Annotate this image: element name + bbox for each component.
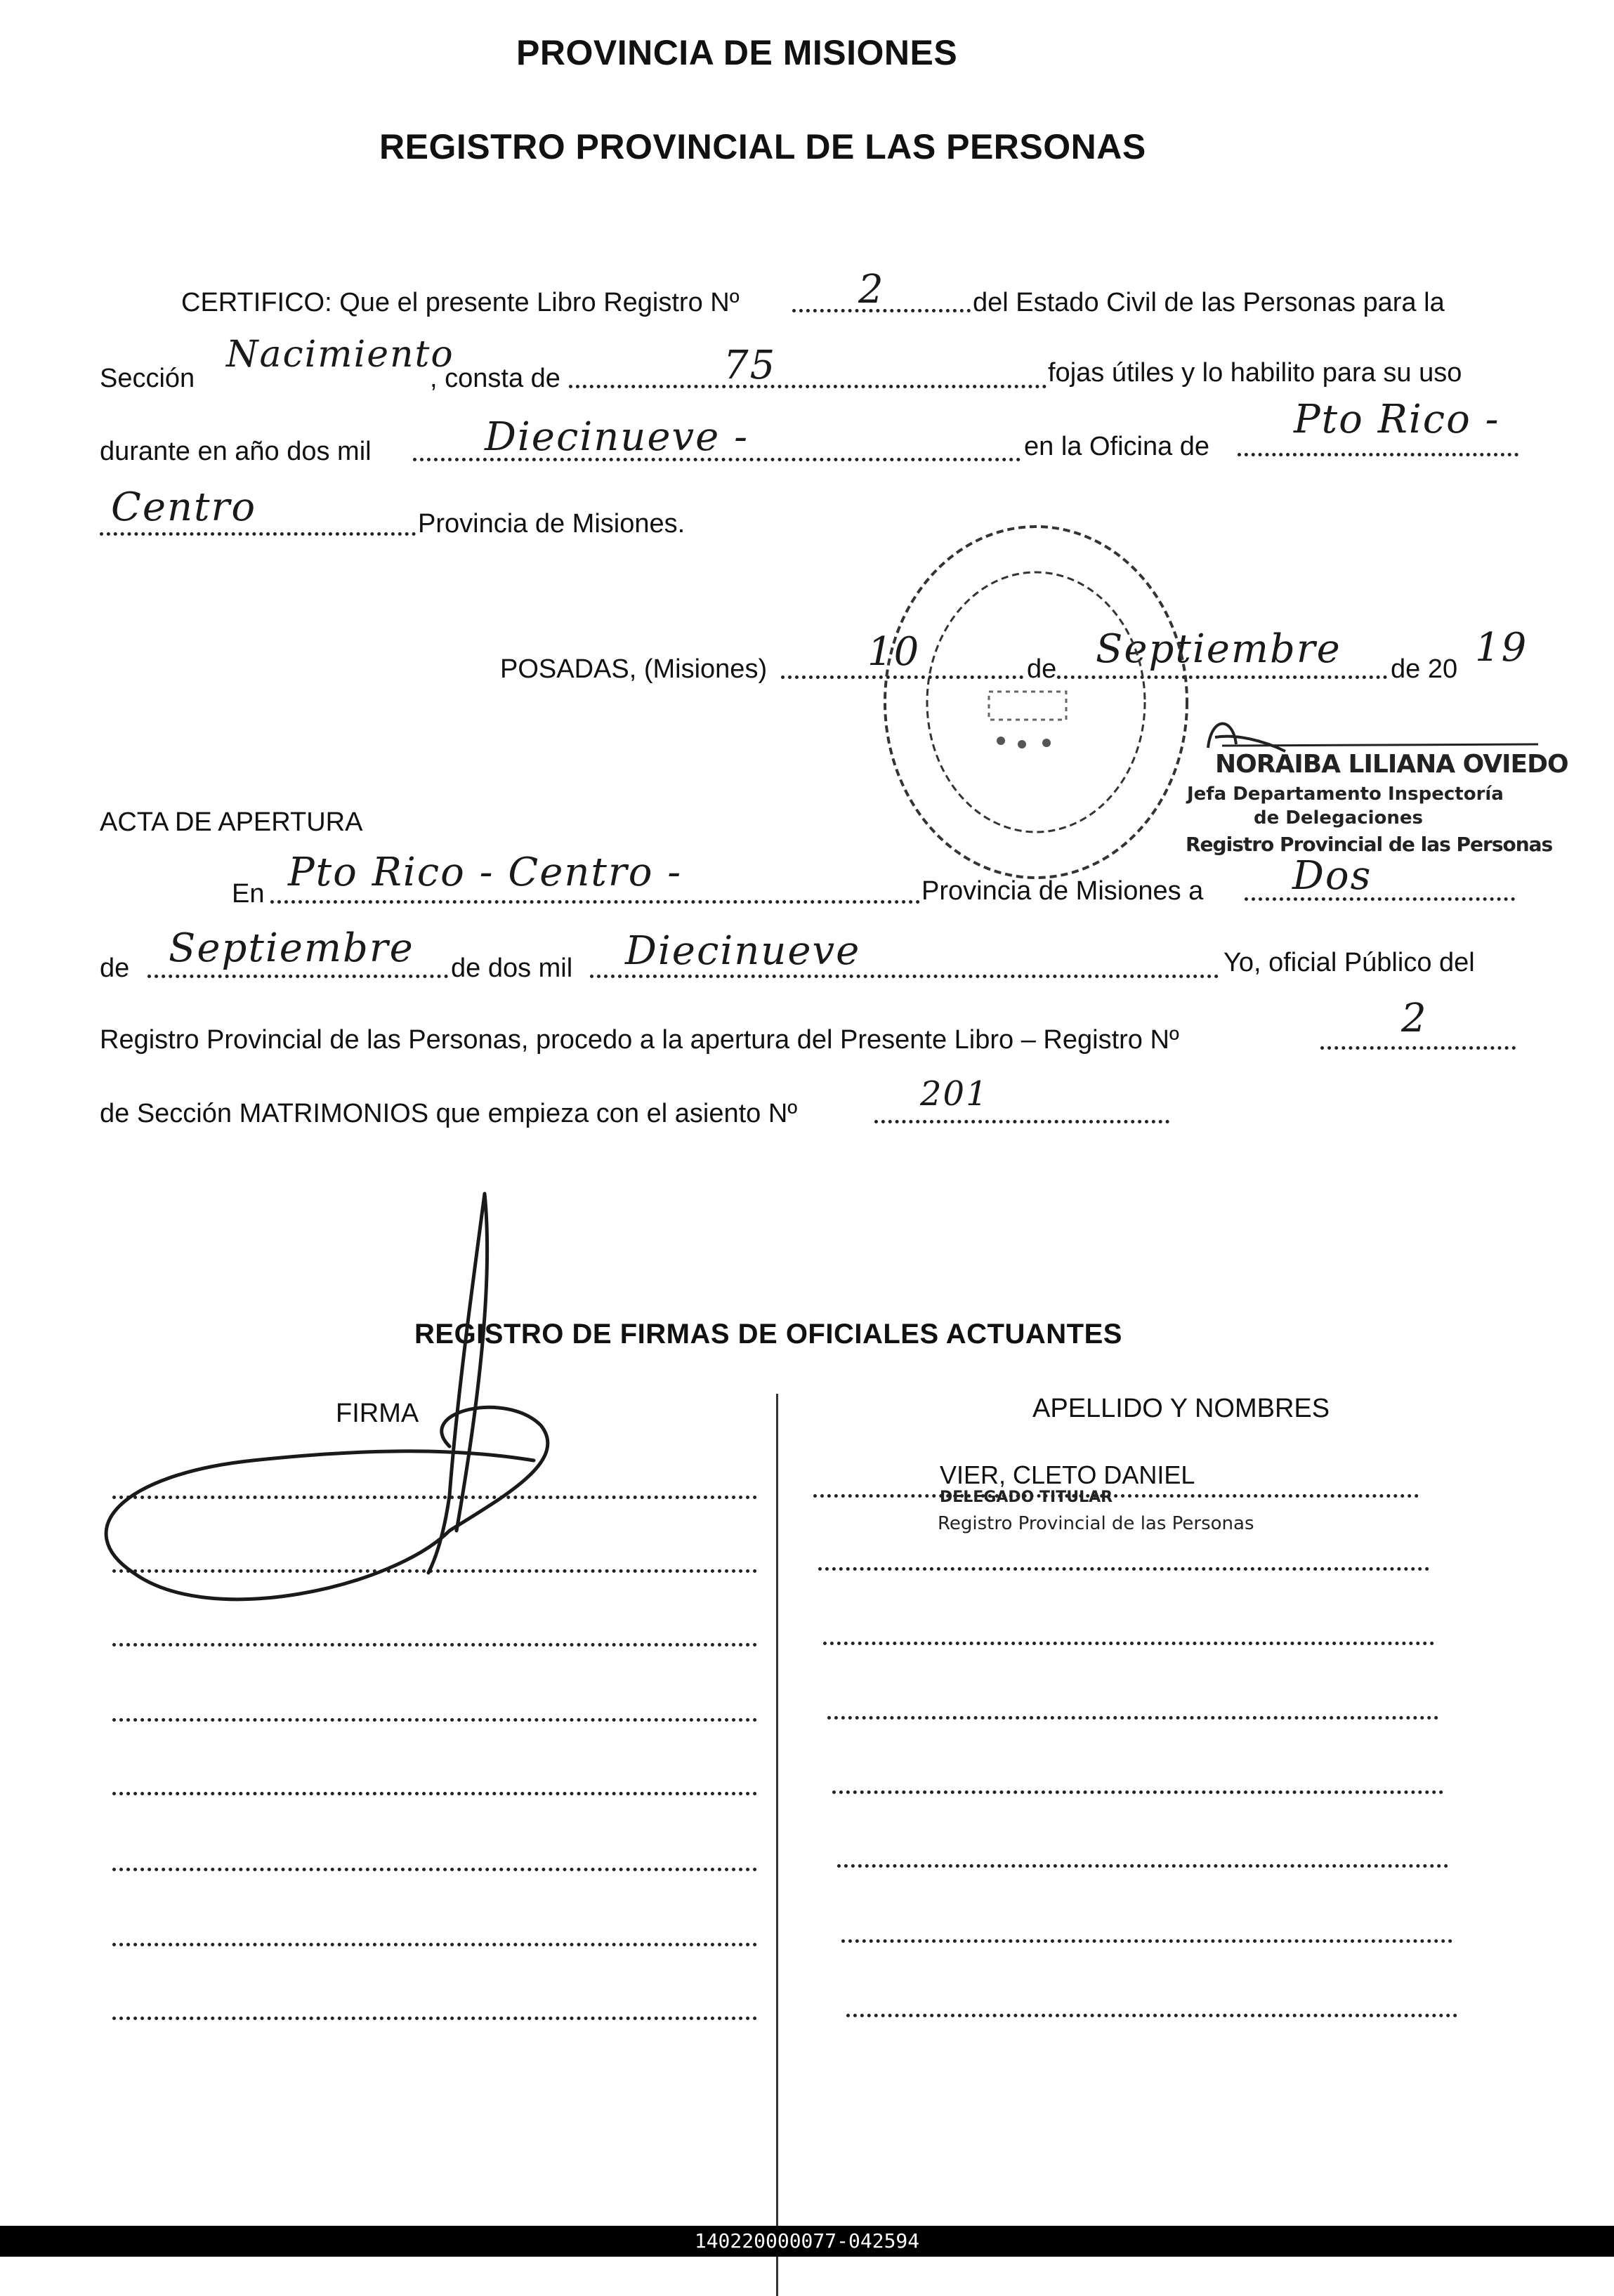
firmas-heading: REGISTRO DE FIRMAS DE OFICIALES ACTUANTES <box>414 1319 1122 1350</box>
acta-line-4: de Sección MATRIMONIOS que empieza con el asiento Nº <box>100 1099 798 1128</box>
nombres-column-header: APELLIDO Y NOMBRES <box>1032 1394 1330 1423</box>
handwritten-anio-short: 19 <box>1475 625 1528 671</box>
seccion-label: Sección <box>100 364 195 393</box>
handwritten-registro-no: 2 <box>1401 996 1428 1041</box>
province-title: PROVINCIA DE MISIONES <box>516 33 958 72</box>
acta-provincia-label: Provincia de Misiones a <box>921 876 1204 906</box>
certifico-text-2: del Estado Civil de las Personas para la <box>973 288 1445 317</box>
handwritten-dia: 10 <box>867 629 921 675</box>
provincia-label: Provincia de Misiones. <box>418 509 685 539</box>
official-stamp-title-2: de Delegaciones <box>1254 807 1424 829</box>
consta-label: , consta de <box>430 364 560 393</box>
acta-line-3: Registro Provincial de las Personas, procedo a la apertura del Presente Libro – Registro Nº <box>100 1025 1179 1055</box>
document-code-footer: 140220000077-042594 <box>0 2226 1614 2257</box>
handwritten-acta-dia: Dos <box>1292 853 1372 899</box>
oficina-label: en la Oficina de <box>1024 432 1210 461</box>
official-stamp-title-1: Jefa Departamento Inspectoría <box>1187 784 1504 805</box>
official-stamp-title-3: Registro Provincial de las Personas <box>1186 833 1553 856</box>
handwritten-libro-no: 2 <box>858 267 885 312</box>
firma-signature-icon <box>106 1194 548 1599</box>
fojas-label: fojas útiles y lo habilito para su uso <box>1048 358 1462 388</box>
handwritten-anio: Diecinueve - <box>485 414 749 460</box>
official-signature-icon <box>1208 724 1285 751</box>
handwritten-oficina-2: Centro <box>111 484 257 530</box>
handwritten-mes: Septiembre <box>1096 626 1341 672</box>
handwritten-acta-mes: Septiembre <box>169 925 414 971</box>
handwritten-seccion: Nacimiento <box>226 334 454 376</box>
acta-yo-label: Yo, oficial Público del <box>1223 948 1475 977</box>
posadas-label: POSADAS, (Misiones) <box>500 654 768 684</box>
firma-column-header: FIRMA <box>336 1399 419 1428</box>
registry-title: REGISTRO PROVINCIAL DE LAS PERSONAS <box>379 127 1146 166</box>
acta-en-label: En <box>232 879 265 909</box>
official-stamp-name: NORAIBA LILIANA OVIEDO <box>1215 750 1568 779</box>
de-label: de <box>1027 654 1057 684</box>
seal-emblem-icon <box>989 692 1066 748</box>
acta-heading: ACTA DE APERTURA <box>100 807 363 837</box>
durante-label: durante en año dos mil <box>100 437 372 466</box>
acta-dosmil-label: de dos mil <box>451 954 573 983</box>
handwritten-asiento: 201 <box>920 1074 989 1114</box>
first-official-name: VIER, CLETO DANIEL <box>940 1460 1195 1489</box>
round-seal-icon <box>885 527 1187 878</box>
certifico-text-1: CERTIFICO: Que el presente Libro Registro Nº <box>181 288 740 317</box>
first-official-registry: Registro Provincial de las Personas <box>938 1513 1254 1534</box>
handwritten-fojas: 75 <box>723 343 777 388</box>
handwritten-acta-anio: Diecinueve <box>625 928 861 974</box>
de20-label: de 20 <box>1391 654 1458 684</box>
handwritten-lugar: Pto Rico - Centro - <box>288 850 683 895</box>
acta-de-label: de <box>100 954 130 983</box>
handwritten-oficina: Pto Rico - <box>1294 397 1500 442</box>
first-official-title: DELEGADO TITULAR <box>940 1489 1113 1506</box>
